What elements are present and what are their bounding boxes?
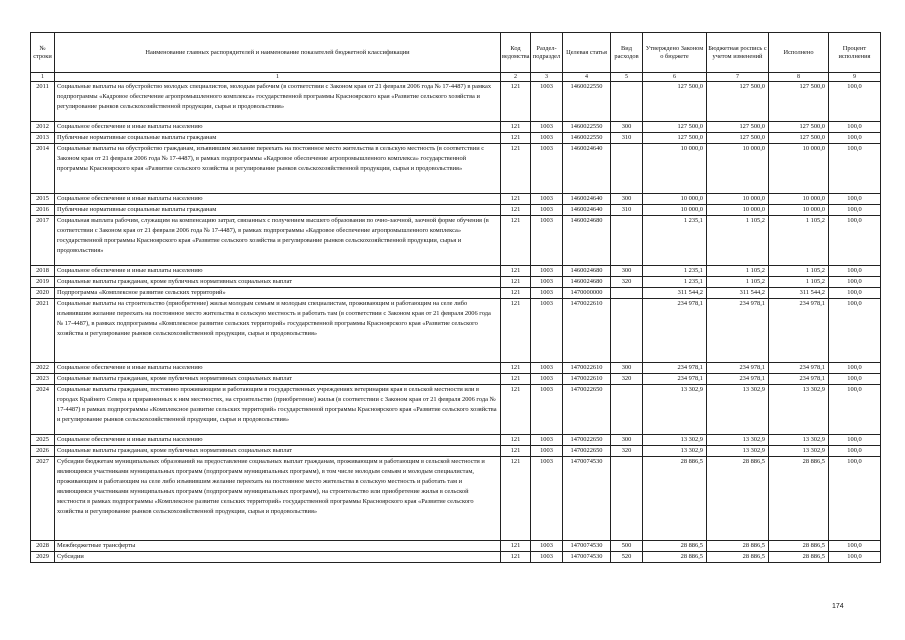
row-number: 2019 — [31, 277, 55, 288]
row-vid: 300 — [611, 122, 643, 133]
row-approved: 127 500,0 — [643, 82, 707, 122]
row-number: 2024 — [31, 385, 55, 435]
row-razdel: 1003 — [531, 122, 563, 133]
row-razdel: 1003 — [531, 133, 563, 144]
row-done: 127 500,0 — [769, 133, 829, 144]
row-number: 2015 — [31, 194, 55, 205]
row-ved: 121 — [501, 374, 531, 385]
row-number: 2013 — [31, 133, 55, 144]
header-roster: Бюджетная роспись с учетом изменений — [707, 33, 769, 73]
row-statya: 1470022610 — [563, 299, 611, 363]
row-name: Социальная выплата рабочим, служащим на компенсацию затрат, связанных с получением высшего образования по очно-заочной, заочной форме обучения (в соответствии с Законом края от 21 февраля 2006 года № 17-4487), в рамках подпрограммы «Кадровое обеспечение агропромышленного комплекса» государственной программы Красноярского края «Развитие сельского хозяйства и регулирование рынков сельскохозяйственной продукции, сырья и продовольствия» — [55, 216, 501, 266]
row-vid — [611, 216, 643, 266]
row-pct: 100,0 — [829, 133, 881, 144]
row-statya: 1460024680 — [563, 216, 611, 266]
row-ved: 121 — [501, 144, 531, 194]
row-number: 2028 — [31, 541, 55, 552]
row-ved: 121 — [501, 277, 531, 288]
column-number-row — [31, 73, 881, 82]
row-statya: 1470022610 — [563, 374, 611, 385]
header-razdel: Раздел-подраздел — [531, 33, 563, 73]
row-ved: 121 — [501, 205, 531, 216]
row-number: 2017 — [31, 216, 55, 266]
col-number: 9 — [829, 73, 881, 82]
row-razdel: 1003 — [531, 385, 563, 435]
row-razdel: 1003 — [531, 552, 563, 563]
row-approved: 28 886,5 — [643, 541, 707, 552]
row-statya: 1470022650 — [563, 435, 611, 446]
row-approved: 13 302,9 — [643, 385, 707, 435]
row-approved: 127 500,0 — [643, 122, 707, 133]
table-row — [31, 266, 881, 277]
row-approved: 10 000,0 — [643, 205, 707, 216]
row-done: 234 978,1 — [769, 363, 829, 374]
row-done: 127 500,0 — [769, 122, 829, 133]
row-pct: 100,0 — [829, 446, 881, 457]
row-number: 2025 — [31, 435, 55, 446]
row-pct: 100,0 — [829, 144, 881, 194]
row-statya: 1460022550 — [563, 122, 611, 133]
page-number: 174 — [832, 603, 844, 610]
row-vid: 320 — [611, 446, 643, 457]
row-roster: 311 544,2 — [707, 288, 769, 299]
table-row — [31, 205, 881, 216]
row-name: Социальное обеспечение и иные выплаты населению — [55, 363, 501, 374]
row-vid: 310 — [611, 205, 643, 216]
row-name: Межбюджетные трансферты — [55, 541, 501, 552]
row-name: Социальные выплаты гражданам, кроме публичных нормативных социальных выплат — [55, 277, 501, 288]
row-ved: 121 — [501, 133, 531, 144]
row-done: 13 302,9 — [769, 446, 829, 457]
row-roster: 234 978,1 — [707, 363, 769, 374]
row-done: 127 500,0 — [769, 82, 829, 122]
row-ved: 121 — [501, 82, 531, 122]
row-pct: 100,0 — [829, 122, 881, 133]
row-number: 2029 — [31, 552, 55, 563]
row-pct: 100,0 — [829, 194, 881, 205]
header-approved: Утверждено Законом о бюджете — [643, 33, 707, 73]
row-roster: 28 886,5 — [707, 552, 769, 563]
row-statya: 1470022610 — [563, 363, 611, 374]
row-roster: 234 978,1 — [707, 299, 769, 363]
row-pct: 100,0 — [829, 216, 881, 266]
row-number: 2018 — [31, 266, 55, 277]
row-vid: 500 — [611, 541, 643, 552]
row-razdel: 1003 — [531, 82, 563, 122]
row-approved: 13 302,9 — [643, 435, 707, 446]
row-approved: 234 978,1 — [643, 374, 707, 385]
row-pct: 100,0 — [829, 457, 881, 541]
row-pct: 100,0 — [829, 541, 881, 552]
row-done: 1 105,2 — [769, 277, 829, 288]
table-row — [31, 82, 881, 122]
row-vid — [611, 385, 643, 435]
table-row — [31, 363, 881, 374]
row-statya: 1470022650 — [563, 446, 611, 457]
col-number: 1 — [31, 73, 55, 82]
row-roster: 1 105,2 — [707, 216, 769, 266]
row-vid — [611, 288, 643, 299]
row-vid: 300 — [611, 266, 643, 277]
row-done: 311 544,2 — [769, 288, 829, 299]
row-vid: 300 — [611, 363, 643, 374]
row-name: Публичные нормативные социальные выплаты гражданам — [55, 133, 501, 144]
row-pct: 100,0 — [829, 385, 881, 435]
table-row — [31, 288, 881, 299]
row-name: Социальное обеспечение и иные выплаты населению — [55, 194, 501, 205]
row-pct: 100,0 — [829, 205, 881, 216]
row-roster: 1 105,2 — [707, 266, 769, 277]
row-statya: 1460024640 — [563, 194, 611, 205]
row-name: Социальное обеспечение и иные выплаты населению — [55, 435, 501, 446]
row-roster: 10 000,0 — [707, 144, 769, 194]
row-razdel: 1003 — [531, 277, 563, 288]
row-number: 2020 — [31, 288, 55, 299]
header-row — [31, 33, 881, 73]
col-number: 5 — [611, 73, 643, 82]
row-ved: 121 — [501, 122, 531, 133]
row-statya: 1460024680 — [563, 266, 611, 277]
col-number: 6 — [643, 73, 707, 82]
row-razdel: 1003 — [531, 541, 563, 552]
row-statya: 1460024680 — [563, 277, 611, 288]
row-done: 234 978,1 — [769, 374, 829, 385]
row-razdel: 1003 — [531, 288, 563, 299]
row-statya: 1470074530 — [563, 552, 611, 563]
row-number: 2012 — [31, 122, 55, 133]
row-name: Субсидии бюджетам муниципальных образований на предоставление социальных выплат гражданам, проживающим и работающим в сельской местности и являющимся участниками муниципальных программ (подпрограмм муниципальных программ), в том числе молодым семьям и молодым специалистам, проживающим и работающим на селе либо изъявившим желание переехать на постоянное место жительства в сельскую местность и работать там и являющимся участниками муниципальных программ (подпрограмм муниципальных программ), на строительство или приобретение жилья в сельской местности в рамках подпрограммы «Комплексное развитие сельских территорий» государственной программы Красноярского края «Развитие сельского хозяйства и регулирование рынков сельскохозяйственной продукции, сырья и продовольствия» — [55, 457, 501, 541]
row-roster: 13 302,9 — [707, 385, 769, 435]
header-name: Наименование главных распорядителей и наименование показателей бюджетной классификации — [55, 33, 501, 73]
row-pct: 100,0 — [829, 363, 881, 374]
col-number: 8 — [769, 73, 829, 82]
budget-table-sheet — [30, 32, 880, 563]
row-approved: 234 978,1 — [643, 299, 707, 363]
header-done: Исполнено — [769, 33, 829, 73]
row-ved: 121 — [501, 435, 531, 446]
table-row — [31, 299, 881, 363]
row-approved: 13 302,9 — [643, 446, 707, 457]
row-vid: 300 — [611, 194, 643, 205]
row-name: Социальные выплаты на обустройство гражданам, изъявившим желание переехать на постоянное место жительства в сельскую местность (в соответствии с Законом края от 21 февраля 2006 года № 17-4487), в рамках подпрограммы «Кадровое обеспечение агропромышленного комплекса» государственной программы Красноярского края «Развитие сельского хозяйства и регулирование рынков сельскохозяйственной продукции, сырья и продовольствия» — [55, 144, 501, 194]
row-ved: 121 — [501, 457, 531, 541]
row-approved: 10 000,0 — [643, 194, 707, 205]
table-row — [31, 133, 881, 144]
budget-table — [30, 32, 881, 563]
table-row — [31, 122, 881, 133]
row-statya: 1470022650 — [563, 385, 611, 435]
row-approved: 1 235,1 — [643, 266, 707, 277]
row-ved: 121 — [501, 266, 531, 277]
row-name: Социальные выплаты гражданам, кроме публичных нормативных социальных выплат — [55, 374, 501, 385]
row-statya: 1460022550 — [563, 133, 611, 144]
header-num: № строки — [31, 33, 55, 73]
row-ved: 121 — [501, 363, 531, 374]
row-done: 28 886,5 — [769, 552, 829, 563]
col-number: 3 — [531, 73, 563, 82]
row-number: 2022 — [31, 363, 55, 374]
row-roster: 10 000,0 — [707, 194, 769, 205]
row-approved: 28 886,5 — [643, 552, 707, 563]
row-pct: 100,0 — [829, 82, 881, 122]
row-done: 13 302,9 — [769, 385, 829, 435]
row-pct: 100,0 — [829, 552, 881, 563]
table-row — [31, 552, 881, 563]
row-roster: 10 000,0 — [707, 205, 769, 216]
row-done: 10 000,0 — [769, 194, 829, 205]
row-vid: 320 — [611, 277, 643, 288]
row-name: Социальные выплаты гражданам, кроме публичных нормативных социальных выплат — [55, 446, 501, 457]
row-pct: 100,0 — [829, 374, 881, 385]
row-statya: 1470074530 — [563, 457, 611, 541]
header-ved: Код ведомства — [501, 33, 531, 73]
row-name: Публичные нормативные социальные выплаты гражданам — [55, 205, 501, 216]
row-name: Подпрограмма «Комплексное развитие сельских территорий» — [55, 288, 501, 299]
row-approved: 311 544,2 — [643, 288, 707, 299]
row-razdel: 1003 — [531, 435, 563, 446]
row-vid — [611, 144, 643, 194]
row-done: 28 886,5 — [769, 457, 829, 541]
row-done: 10 000,0 — [769, 144, 829, 194]
row-vid: 520 — [611, 552, 643, 563]
table-row — [31, 216, 881, 266]
row-statya: 1470000000 — [563, 288, 611, 299]
row-pct: 100,0 — [829, 435, 881, 446]
row-name: Социальное обеспечение и иные выплаты населению — [55, 266, 501, 277]
row-number: 2026 — [31, 446, 55, 457]
row-name: Социальные выплаты на обустройство молодых специалистов, молодым рабочим (в соответствии с Законом края от 21 февраля 2006 года № 17-4487) в рамках подпрограммы «Кадровое обеспечение агропромышленного комплекса» государственной программы Красноярского края «Развитие сельского хозяйства и регулирование рынков сельскохозяйственной продукции, сырья и продовольствия» — [55, 82, 501, 122]
header-pct: Процент исполнения — [829, 33, 881, 73]
row-razdel: 1003 — [531, 205, 563, 216]
row-statya: 1460022550 — [563, 82, 611, 122]
row-done: 13 302,9 — [769, 435, 829, 446]
row-statya: 1460024640 — [563, 144, 611, 194]
table-row — [31, 435, 881, 446]
row-roster: 13 302,9 — [707, 435, 769, 446]
row-number: 2027 — [31, 457, 55, 541]
row-approved: 1 235,1 — [643, 277, 707, 288]
row-ved: 121 — [501, 552, 531, 563]
row-roster: 127 500,0 — [707, 82, 769, 122]
row-vid — [611, 299, 643, 363]
row-razdel: 1003 — [531, 374, 563, 385]
header-statya: Целевая статья — [563, 33, 611, 73]
row-statya: 1460024640 — [563, 205, 611, 216]
row-roster: 234 978,1 — [707, 374, 769, 385]
row-razdel: 1003 — [531, 216, 563, 266]
row-pct: 100,0 — [829, 288, 881, 299]
table-row — [31, 385, 881, 435]
table-row — [31, 144, 881, 194]
table-row — [31, 541, 881, 552]
row-vid: 310 — [611, 133, 643, 144]
row-approved: 234 978,1 — [643, 363, 707, 374]
col-number: 1 — [55, 73, 501, 82]
row-done: 234 978,1 — [769, 299, 829, 363]
row-razdel: 1003 — [531, 144, 563, 194]
row-roster: 127 500,0 — [707, 133, 769, 144]
col-number: 2 — [501, 73, 531, 82]
header-vid: Вид расходов — [611, 33, 643, 73]
row-razdel: 1003 — [531, 457, 563, 541]
row-pct: 100,0 — [829, 299, 881, 363]
row-name: Социальное обеспечение и иные выплаты населению — [55, 122, 501, 133]
row-roster: 13 302,9 — [707, 446, 769, 457]
row-ved: 121 — [501, 446, 531, 457]
row-approved: 1 235,1 — [643, 216, 707, 266]
row-done: 28 886,5 — [769, 541, 829, 552]
table-row — [31, 374, 881, 385]
row-ved: 121 — [501, 299, 531, 363]
row-ved: 121 — [501, 194, 531, 205]
row-number: 2011 — [31, 82, 55, 122]
row-done: 1 105,2 — [769, 266, 829, 277]
row-name: Социальные выплаты на строительство (приобретение) жилья молодым семьям и молодым специалистам, проживающим и работающим на селе либо изъявившим желание переехать на постоянное место жительства в сельскую местность и работать там (в соответствии с Законом края от 21 февраля 2006 года № 17-4487), в рамках подпрограммы «Комплексное развитие сельских территорий» государственной программы Красноярского края «Развитие сельского хозяйства и регулирование рынков сельскохозяйственной продукции, сырья и продовольствия» — [55, 299, 501, 363]
col-number: 7 — [707, 73, 769, 82]
row-razdel: 1003 — [531, 446, 563, 457]
row-ved: 121 — [501, 216, 531, 266]
row-roster: 127 500,0 — [707, 122, 769, 133]
row-pct: 100,0 — [829, 277, 881, 288]
row-approved: 28 886,5 — [643, 457, 707, 541]
table-row — [31, 446, 881, 457]
row-vid: 320 — [611, 374, 643, 385]
row-roster: 1 105,2 — [707, 277, 769, 288]
row-ved: 121 — [501, 288, 531, 299]
row-ved: 121 — [501, 541, 531, 552]
row-pct: 100,0 — [829, 266, 881, 277]
row-number: 2023 — [31, 374, 55, 385]
table-body — [31, 82, 881, 563]
row-done: 10 000,0 — [769, 205, 829, 216]
row-name: Субсидии — [55, 552, 501, 563]
row-vid: 300 — [611, 435, 643, 446]
row-ved: 121 — [501, 385, 531, 435]
row-razdel: 1003 — [531, 194, 563, 205]
table-row — [31, 277, 881, 288]
col-number: 4 — [563, 73, 611, 82]
row-number: 2014 — [31, 144, 55, 194]
row-number: 2016 — [31, 205, 55, 216]
table-row — [31, 457, 881, 541]
row-razdel: 1003 — [531, 266, 563, 277]
row-done: 1 105,2 — [769, 216, 829, 266]
row-vid — [611, 82, 643, 122]
row-razdel: 1003 — [531, 299, 563, 363]
row-name: Социальные выплаты гражданам, постоянно проживающим и работающим в государственных учреждениях ветеринарии края в сельской местности или в городах Крайнего Севера и приравненных к ним местностях, на строительство (приобретение) жилья (в соответствии с Законом края от 21 февраля 2006 года № 17-4487) в рамках подпрограммы «Комплексное развитие сельских территорий» государственной программы Красноярского края «Развитие сельского хозяйства и регулирование рынков сельскохозяйственной продукции, сырья и продовольствия» — [55, 385, 501, 435]
row-statya: 1470074530 — [563, 541, 611, 552]
row-razdel: 1003 — [531, 363, 563, 374]
row-number: 2021 — [31, 299, 55, 363]
row-roster: 28 886,5 — [707, 541, 769, 552]
row-vid — [611, 457, 643, 541]
row-approved: 10 000,0 — [643, 144, 707, 194]
row-approved: 127 500,0 — [643, 133, 707, 144]
table-row — [31, 194, 881, 205]
row-roster: 28 886,5 — [707, 457, 769, 541]
